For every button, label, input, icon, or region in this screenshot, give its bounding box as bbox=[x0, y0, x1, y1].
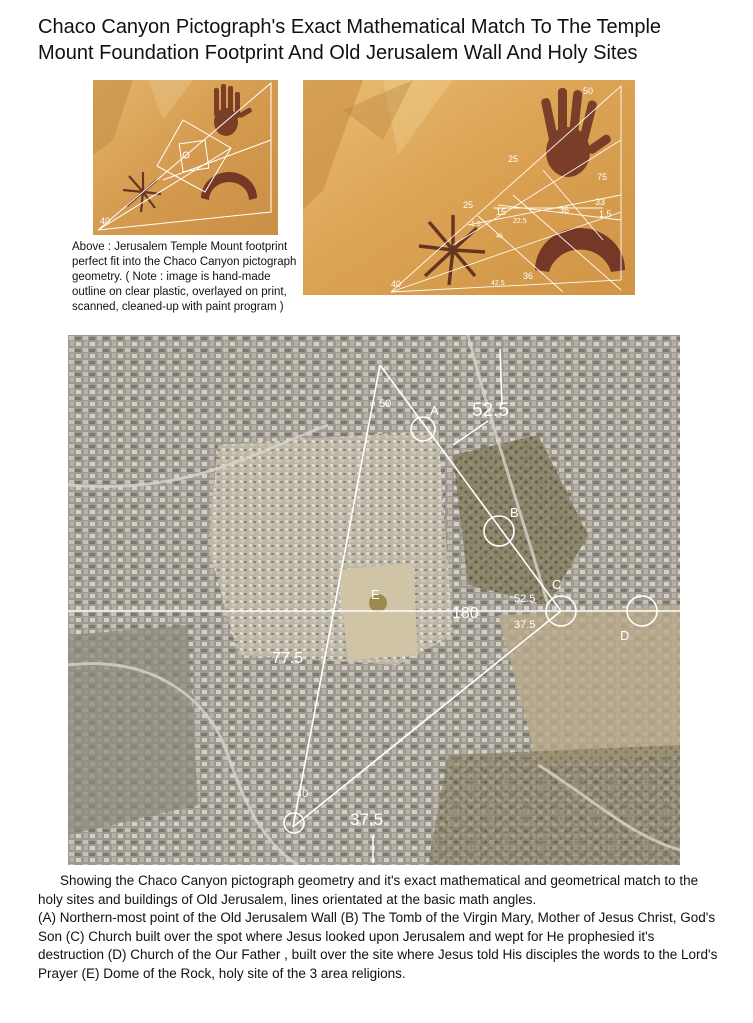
label-50: 50 bbox=[583, 86, 594, 96]
label-42-5: 42.5 bbox=[491, 280, 505, 287]
map-angle-37-5-bottom: 37.5 bbox=[350, 810, 384, 829]
map-label-a: A bbox=[430, 403, 439, 418]
pictograph-large-photo bbox=[303, 80, 635, 295]
pictograph-small-photo bbox=[93, 80, 278, 235]
map-angle-40: 40 bbox=[296, 788, 309, 800]
label-25-lower: 25 bbox=[463, 200, 474, 210]
map-label-e: E bbox=[371, 587, 380, 602]
map-angle-52-5: 52.5 bbox=[514, 593, 536, 605]
label-36-upper: 36 bbox=[559, 205, 570, 215]
jerusalem-aerial-map bbox=[68, 335, 680, 865]
label-40: 40 bbox=[100, 216, 111, 226]
label-45: 45 bbox=[496, 234, 503, 240]
label-15: 15 bbox=[496, 207, 507, 217]
caption-legend: (A) Northern-most point of the Old Jerusalem Wall (B) The Tomb of the Virgin Mary, Mother of Jesus Christ, God's Son (C) Church built over the spot where Jesus looked upon Jerusalem and wept for He prophesied it's destruction (D) Church of the Our Father , built over the site where Jesus told His disciples the words to the Lord's Prayer (E) Dome of the Rock, holy site of the 3 area religions. bbox=[38, 910, 718, 981]
side-note: Above : Jerusalem Temple Mount footprint perfect fit into the Chaco Canyon pictograph geometry. ( Note : image is hand-made outline on clear plastic, overlayed on print, scanned, cleaned-up with paint program ) bbox=[72, 241, 297, 313]
label-36-lower: 36 bbox=[523, 271, 534, 281]
map-angle-180: 180 bbox=[452, 605, 479, 622]
map-label-d: D bbox=[620, 628, 630, 643]
map-angle-52-5-top: 52.5 bbox=[472, 400, 509, 421]
label-40-large: 40 bbox=[391, 279, 402, 289]
map-angle-77-5: 77.5 bbox=[272, 650, 304, 667]
title-line-1: Chaco Canyon Pictograph's Exact Mathematical Match To The Temple bbox=[38, 16, 662, 38]
page-title bbox=[38, 14, 718, 66]
caption-summary: Showing the Chaco Canyon pictograph geometry and it's exact mathematical and geometrical match to the holy sites and buildings of Old Jerusalem, lines orientated at the basic math angles. bbox=[38, 873, 699, 907]
label-22-5: 22.5 bbox=[513, 218, 527, 225]
figure-caption bbox=[38, 872, 718, 983]
map-angle-50: 50 bbox=[379, 398, 392, 410]
map-angle-37-5: 37.5 bbox=[514, 619, 536, 631]
title-line-2: Mount Foundation Footprint And Old Jerusalem Wall And Holy Sites bbox=[38, 42, 638, 64]
label-33: 33 bbox=[595, 197, 606, 207]
label-25-upper: 25 bbox=[508, 154, 519, 164]
label-75: 75 bbox=[597, 172, 608, 182]
map-label-c: C bbox=[552, 577, 562, 592]
label-1-5: 1.5 bbox=[471, 221, 481, 228]
map-label-b: B bbox=[510, 505, 519, 520]
label-1-5-right: 1.5 bbox=[599, 209, 612, 219]
